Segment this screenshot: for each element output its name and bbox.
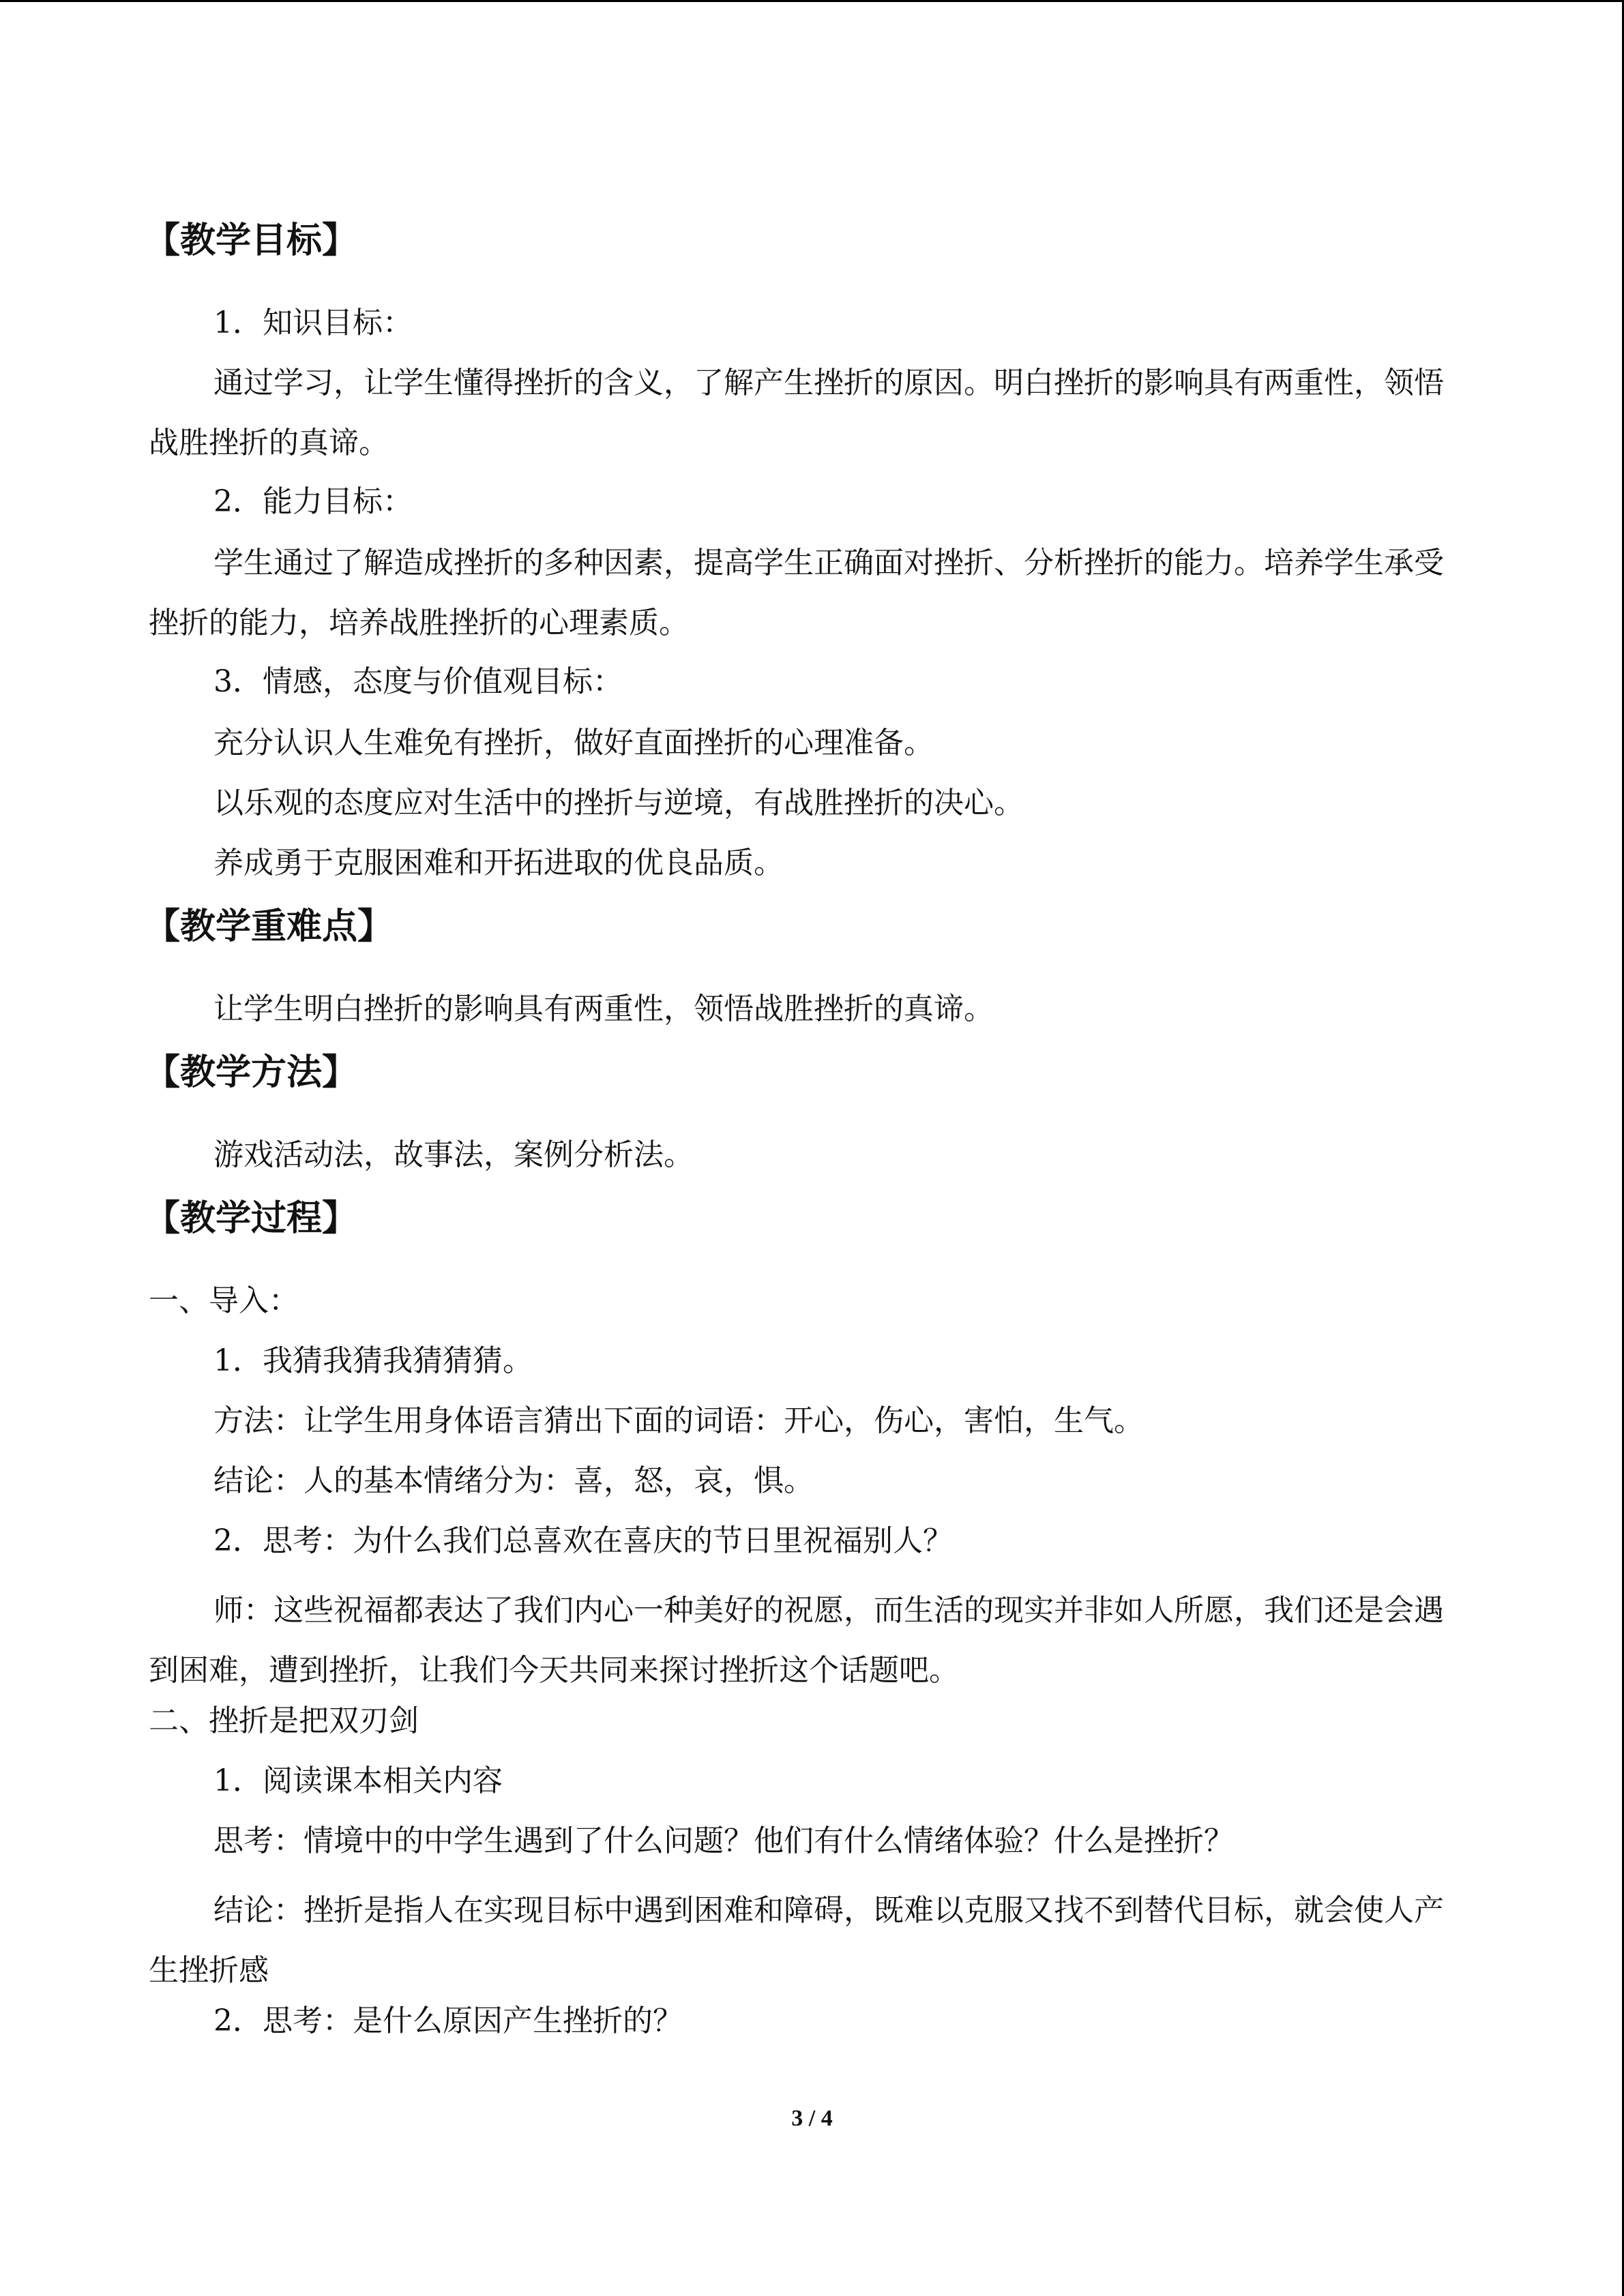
part1-method: 方法：让学生用身体语言猜出下面的词语：开心，伤心，害怕，生气。	[213, 1403, 1144, 1438]
part2-item-2: 2．思考：是什么原因产生挫折的？	[213, 2003, 683, 2038]
ability-objective-text: 学生通过了解造成挫折的多种因素，提高学生正确面对挫折、分析挫折的能力。培养学生承受挫折的能力，培养战胜挫折的心理素质。	[149, 546, 1444, 640]
part2-item-1: 1．阅读课本相关内容	[213, 1763, 503, 1798]
ability-objective-title: 2．能力目标：	[213, 484, 413, 519]
knowledge-objective-title: 1．知识目标：	[213, 305, 413, 340]
attitude-line-2: 以乐观的态度应对生活中的挫折与逆境，有战胜挫折的决心。	[213, 786, 1024, 820]
knowledge-objective-text: 通过学习，让学生懂得挫折的含义，了解产生挫折的原因。明白挫折的影响具有两重性，领悟战胜挫折的真谛。	[149, 366, 1444, 460]
attitude-objective-title: 3．情感，态度与价值观目标：	[213, 664, 623, 699]
part2-title: 二、挫折是把双刃剑	[149, 1703, 419, 1738]
teaching-methods-text: 游戏活动法，故事法，案例分析法。	[213, 1137, 694, 1172]
attitude-line-3: 养成勇于克服困难和开拓进取的优良品质。	[213, 846, 784, 880]
part1-conclusion: 结论：人的基本情绪分为：喜，怒，哀，惧。	[213, 1463, 814, 1498]
key-points-text: 让学生明白挫折的影响具有两重性，领悟战胜挫折的真谛。	[213, 992, 994, 1026]
part1-item-2: 2．思考：为什么我们总喜欢在喜庆的节日里祝福别人？	[213, 1523, 953, 1558]
page-number: 3 / 4	[791, 2106, 833, 2131]
part1-teacher-remark: 师：这些祝福都表达了我们内心一种美好的祝愿，而生活的现实并非如人所愿，我们还是会遇到困难，遭到挫折，让我们今天共同来探讨挫折这个话题吧。	[149, 1593, 1444, 1688]
heading-key-points: 【教学重难点】	[145, 906, 394, 947]
heading-teaching-process: 【教学过程】	[145, 1198, 358, 1239]
heading-teaching-methods: 【教学方法】	[145, 1052, 358, 1093]
part1-item-1: 1．我猜我猜我猜猜猜。	[213, 1343, 533, 1378]
part2-conclusion: 结论：挫折是指人在实现目标中遇到困难和障碍，既难以克服又找不到替代目标，就会使人产生挫折感	[149, 1893, 1444, 1988]
attitude-line-1: 充分认识人生难免有挫折，做好直面挫折的心理准备。	[213, 726, 934, 760]
part1-title: 一、导入：	[149, 1283, 299, 1318]
heading-teaching-objectives: 【教学目标】	[145, 220, 358, 261]
part2-think: 思考：情境中的中学生遇到了什么问题？他们有什么情绪体验？什么是挫折？	[213, 1823, 1234, 1858]
